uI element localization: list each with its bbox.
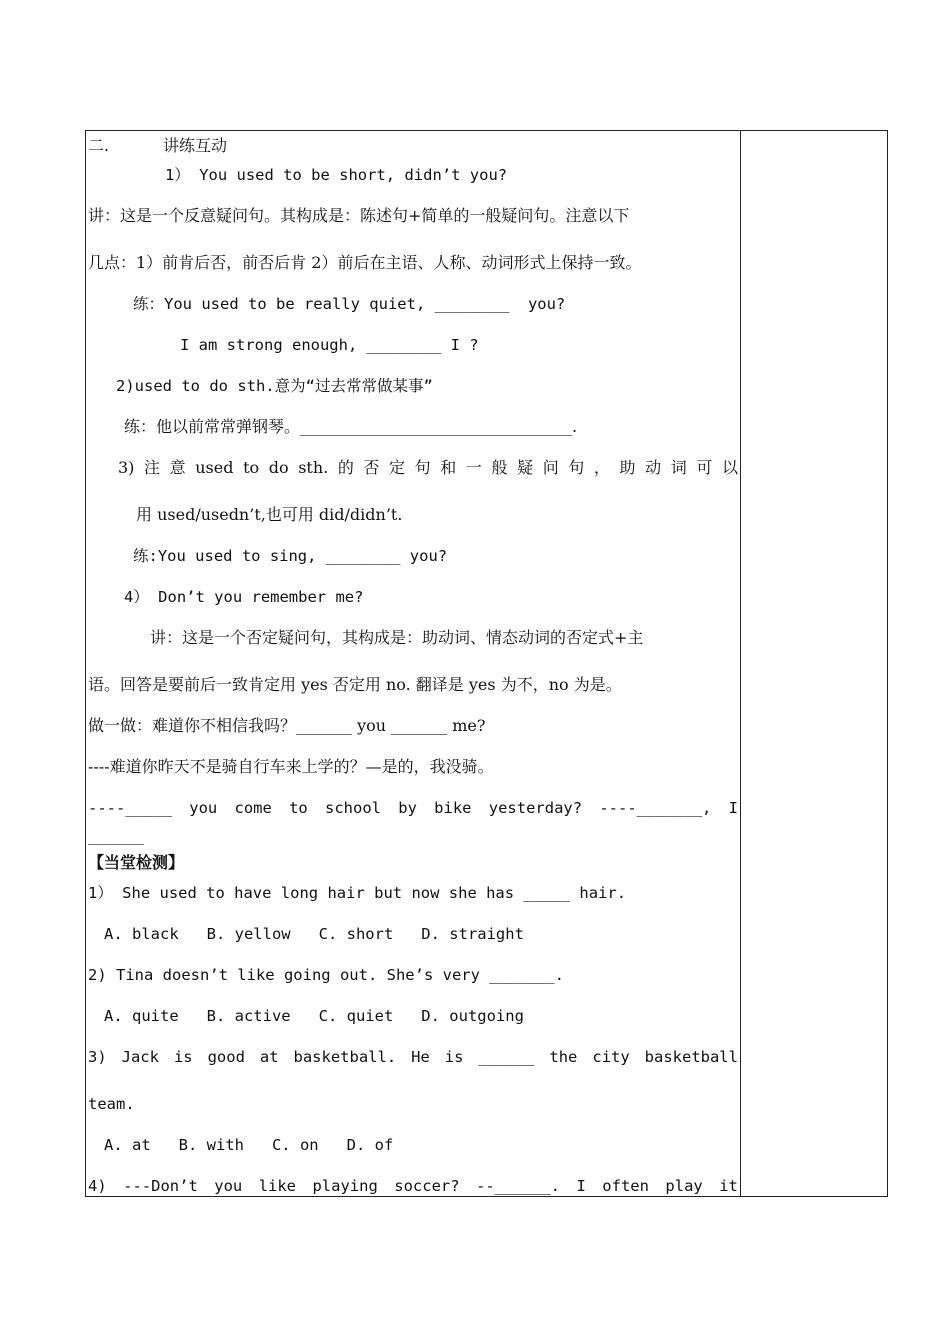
word: 问	[542, 458, 559, 477]
check-question-1: 1） She used to have long hair but now she has _____ hair.	[88, 884, 627, 902]
section-number: 二.	[88, 136, 110, 155]
item-1-question: 1） You used to be short, didn’t you?	[165, 166, 508, 184]
word: to	[289, 799, 308, 817]
check-question-2: 2) Tina doesn’t like going out. She’s very _______.	[88, 966, 564, 984]
word: 助	[619, 458, 636, 477]
word: often	[602, 1177, 649, 1195]
check-question-1-options: A. black B. yellow C. short D. straight	[104, 925, 524, 943]
word: you	[189, 799, 218, 817]
item-1-explain-line-2: 几点：1）前肯后否，前否后肯 2）前后在主语、人称、动词形式上保持一致。	[88, 253, 642, 272]
word: 词	[670, 458, 687, 477]
item-4-english-sentence	[88, 798, 738, 818]
word: 定	[389, 458, 406, 477]
word: soccer?	[394, 1177, 460, 1195]
word: at	[259, 1048, 279, 1066]
word: 疑	[517, 458, 534, 477]
word: the	[549, 1048, 578, 1066]
item-4-exercise: 做一做：难道你不相信我吗？_______ you _______ me?	[88, 716, 486, 735]
check-question-3	[88, 1047, 738, 1067]
item-2-question: 2)used to do sth.意为“过去常常做某事”	[116, 377, 433, 395]
check-question-4	[88, 1176, 738, 1196]
item-2-practice: 练：他以前常常弹钢琴。__________________________________.	[124, 417, 578, 436]
word: playing	[312, 1177, 378, 1195]
word: by	[398, 799, 417, 817]
word: do	[268, 458, 289, 477]
word: 一	[465, 458, 482, 477]
item-4-answer-blank: ______	[88, 827, 144, 845]
word: 否	[363, 458, 380, 477]
word: bike	[434, 799, 472, 817]
word: 意	[169, 458, 186, 477]
column-divider	[740, 130, 741, 1197]
word: is	[173, 1048, 193, 1066]
item-3-practice: 练:You used to sing, ________ you?	[133, 547, 448, 565]
word: --______.	[476, 1177, 561, 1195]
word: I	[728, 799, 738, 817]
item-4-question: 4） Don’t you remember me?	[124, 588, 364, 606]
table-frame	[85, 130, 888, 1197]
word: ----_______,	[599, 799, 712, 817]
section-title: 讲练互动	[163, 136, 228, 155]
word: 注	[144, 458, 161, 477]
word: you	[214, 1177, 243, 1195]
word: basketball	[644, 1048, 738, 1066]
word: basketball.	[293, 1048, 397, 1066]
item-1-explain-line-1: 讲：这是一个反意疑问句。其构成是：陈述句+简单的一般疑问句。注意以下	[88, 206, 630, 225]
word: Jack	[121, 1048, 159, 1066]
item-4-chinese-sentence: ----难道你昨天不是骑自行车来上学的？—是的，我没骑。	[88, 757, 494, 776]
item-3-line-2: 用 used/usedn’t,也可用 did/didn’t.	[136, 505, 403, 524]
word: 和	[440, 458, 457, 477]
item-3-line-1	[118, 458, 738, 478]
word: He	[411, 1048, 430, 1066]
word: 动	[645, 458, 662, 477]
word: to	[243, 458, 260, 477]
word: 的	[337, 458, 354, 477]
word: good	[207, 1048, 245, 1066]
word: it	[719, 1177, 738, 1195]
item-1-practice-line-2: I am strong enough, ________ I ?	[180, 336, 479, 354]
word: ----_____	[88, 799, 172, 817]
word: 句	[568, 458, 585, 477]
check-question-3-continued: team.	[88, 1095, 135, 1113]
word: come	[234, 799, 272, 817]
word: yesterday?	[488, 799, 583, 817]
check-question-2-options: A. quite B. active C. quiet D. outgoing	[104, 1007, 524, 1025]
word: play	[665, 1177, 703, 1195]
word: I	[576, 1177, 586, 1195]
word: 3)	[88, 1048, 107, 1066]
word: ---Don’t	[123, 1177, 198, 1195]
item-4-explain-line-2: 语。回答是要前后一致肯定用 yes 否定用 no. 翻译是 yes 为不，no 为是。	[88, 675, 622, 694]
word: 4)	[88, 1177, 107, 1195]
word: 般	[491, 458, 508, 477]
word: 句	[414, 458, 431, 477]
word: sth.	[298, 458, 329, 477]
word: like	[258, 1177, 297, 1195]
item-4-explain-line-1: 讲：这是一个否定疑问句，其构成是：助动词、情态动词的否定式+主	[150, 628, 644, 647]
word: city	[592, 1048, 630, 1066]
check-heading: 【当堂检测】	[88, 853, 185, 872]
word: 以	[721, 458, 738, 477]
check-question-3-options: A. at B. with C. on D. of	[104, 1136, 394, 1154]
word: 可	[696, 458, 713, 477]
word: ______	[478, 1048, 535, 1066]
word: 3)	[118, 458, 135, 477]
word: school	[325, 799, 381, 817]
word: is	[444, 1048, 464, 1066]
item-1-practice-line-1: 练：You used to be really quiet, ________ you?	[133, 295, 566, 313]
word: ，	[593, 458, 610, 477]
word: used	[195, 458, 234, 477]
